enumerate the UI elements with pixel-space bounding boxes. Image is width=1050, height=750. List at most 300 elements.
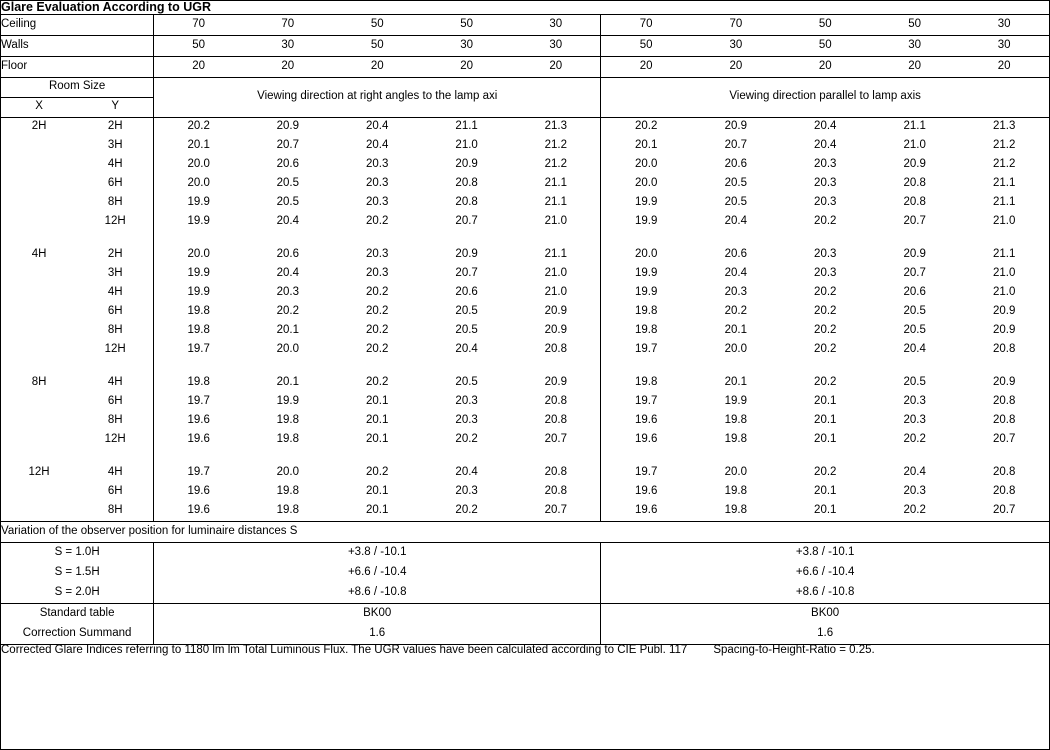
- ugr-value: 20.6: [724, 158, 748, 171]
- floor-value-3: 20: [333, 56, 422, 77]
- ceiling-value-5: 30: [511, 14, 600, 35]
- table-row: [1, 117, 1049, 137]
- ugr-value: 20.2: [814, 324, 837, 337]
- ugr-value: 20.7: [724, 139, 748, 152]
- ugr-value: 20.2: [366, 286, 389, 299]
- floor-value-10: 20: [959, 56, 1049, 77]
- room-y-value: 4H: [107, 286, 123, 299]
- ugr-value: 20.4: [366, 120, 389, 133]
- ugr-value: 21.0: [544, 215, 567, 228]
- ugr-value: 20.9: [544, 376, 567, 389]
- ugr-value: 20.7: [992, 433, 1016, 446]
- ugr-value: 20.8: [903, 177, 926, 190]
- ugr-value: 20.1: [601, 137, 691, 156]
- ugr-value: 20.3: [814, 248, 837, 261]
- ugr-value: 20.6: [276, 158, 299, 171]
- ugr-value: 20.8: [992, 466, 1016, 479]
- ugr-value: 19.8: [276, 433, 299, 446]
- ugr-value: 20.2: [903, 433, 926, 446]
- ugr-value: 21.1: [903, 120, 926, 133]
- ugr-value: 21.1: [544, 177, 567, 190]
- room-size-cell: [1, 303, 154, 322]
- ugr-value: 20.2: [814, 215, 837, 228]
- room-y-value: 4H: [107, 466, 123, 479]
- ugr-value: 20.3: [814, 158, 837, 171]
- floor-value-2: 20: [243, 56, 332, 77]
- ugr-value: 20.5: [903, 324, 926, 337]
- group-spacer: [1, 360, 1049, 374]
- ugr-value: 20.1: [814, 414, 837, 427]
- variation-row: [1, 542, 1049, 563]
- group-spacer: [1, 232, 1049, 246]
- room-size-header-row: [1, 77, 1049, 97]
- room-y-value: 12H: [104, 433, 126, 446]
- ugr-value: 20.0: [276, 466, 299, 479]
- ugr-value: 20.8: [992, 414, 1016, 427]
- ugr-value: 20.6: [903, 286, 926, 299]
- ugr-value: 20.5: [724, 196, 748, 209]
- standard-table-value-left: BK00: [363, 606, 392, 619]
- walls-value-4: 30: [422, 35, 511, 56]
- ugr-value: 20.4: [455, 343, 478, 356]
- ugr-value: 20.8: [544, 485, 567, 498]
- ugr-value: 21.0: [992, 215, 1016, 228]
- page-title: Glare Evaluation According to UGR: [1, 1, 1049, 14]
- ugr-value: 20.2: [366, 376, 389, 389]
- ugr-value: 19.6: [154, 502, 243, 522]
- ugr-value: 19.7: [187, 395, 210, 408]
- room-x-value: 12H: [28, 466, 50, 479]
- ugr-value: 19.8: [724, 485, 748, 498]
- ugr-value: 21.2: [992, 139, 1016, 152]
- ugr-value: 20.7: [903, 267, 926, 280]
- ugr-value: 20.2: [422, 502, 511, 522]
- ugr-value: 20.3: [455, 414, 478, 427]
- table-row: [1, 322, 1049, 341]
- room-y-value: 8H: [107, 414, 123, 427]
- table-row: [1, 137, 1049, 156]
- spacing-value-left-1-5h: +6.6 / -10.4: [347, 565, 407, 578]
- ugr-value: 19.9: [187, 196, 210, 209]
- walls-value-5: 30: [511, 35, 600, 56]
- ugr-value: 20.0: [276, 343, 299, 356]
- ugr-value: 20.5: [276, 196, 299, 209]
- ugr-value: 20.0: [724, 466, 748, 479]
- ugr-value: 20.3: [724, 286, 748, 299]
- ugr-value: 20.2: [366, 466, 389, 479]
- ugr-value: 21.0: [992, 267, 1016, 280]
- ugr-value: 20.1: [276, 324, 299, 337]
- ugr-value: 21.2: [992, 158, 1016, 171]
- ugr-value: 20.3: [366, 248, 389, 261]
- ugr-value: 20.1: [366, 414, 389, 427]
- ugr-value: 19.8: [601, 374, 691, 393]
- ugr-value: 20.0: [187, 177, 210, 190]
- ugr-value: 20.3: [903, 485, 926, 498]
- ugr-value: 20.8: [544, 414, 567, 427]
- ugr-value: 20.2: [814, 376, 837, 389]
- ugr-value: 20.2: [814, 305, 837, 318]
- ugr-value: 19.6: [601, 431, 691, 450]
- ugr-value: 20.5: [276, 177, 299, 190]
- ugr-value: 19.8: [243, 502, 332, 522]
- ugr-value: 20.0: [601, 246, 691, 265]
- room-size-cell: [1, 502, 154, 522]
- ugr-value: 20.5: [455, 305, 478, 318]
- ugr-value: 21.1: [455, 120, 478, 133]
- table-row: [1, 175, 1049, 194]
- room-size-cell: [1, 213, 154, 232]
- ugr-value: 19.7: [601, 464, 691, 483]
- room-size-cell: [1, 322, 154, 341]
- ugr-value: 20.4: [724, 267, 748, 280]
- ugr-value: 20.0: [187, 158, 210, 171]
- ugr-value: 20.9: [992, 324, 1016, 337]
- ugr-value: 20.8: [992, 485, 1016, 498]
- title-row: [1, 1, 1049, 14]
- room-size-cell: [1, 265, 154, 284]
- ugr-value: 20.8: [455, 177, 478, 190]
- variation-header-row: [1, 521, 1049, 542]
- footer-text-spacing: Spacing-to-Height-Ratio = 0.25.: [713, 643, 875, 656]
- spacing-value-right-2-0h: +8.6 / -10.8: [601, 583, 1049, 604]
- ugr-value: 20.6: [455, 286, 478, 299]
- ugr-value: 21.1: [992, 177, 1016, 190]
- floor-value-1: 20: [154, 56, 243, 77]
- spacing-value-right-1-0h: +3.8 / -10.1: [601, 542, 1049, 563]
- ugr-value: 20.3: [903, 395, 926, 408]
- ugr-value: 20.9: [992, 305, 1016, 318]
- ugr-value: 21.1: [544, 196, 567, 209]
- room-y-value: 6H: [107, 305, 123, 318]
- ugr-value: 20.2: [724, 305, 748, 318]
- ugr-value: 20.3: [366, 158, 389, 171]
- room-y-value: 8H: [107, 196, 123, 209]
- room-size-x-label: X: [35, 100, 43, 113]
- variation-row: [1, 583, 1049, 604]
- ugr-value: 21.0: [544, 267, 567, 280]
- ugr-table: [1, 1, 1049, 656]
- ceiling-value-2: 70: [243, 14, 332, 35]
- ugr-value: 20.4: [276, 267, 299, 280]
- ugr-value: 20.7: [455, 215, 478, 228]
- ugr-value: 20.2: [814, 286, 837, 299]
- ugr-value: 20.4: [724, 215, 748, 228]
- ugr-value: 19.6: [187, 414, 210, 427]
- table-row: [1, 265, 1049, 284]
- room-y-value: 4H: [107, 158, 123, 171]
- ugr-value: 20.9: [544, 324, 567, 337]
- table-row: [1, 213, 1049, 232]
- room-y-value: 3H: [107, 267, 123, 280]
- ugr-value: 20.8: [455, 196, 478, 209]
- ceiling-value-1: 70: [154, 14, 243, 35]
- ugr-value: 20.7: [544, 433, 567, 446]
- floor-value-4: 20: [422, 56, 511, 77]
- walls-value-7: 30: [691, 35, 780, 56]
- ugr-value: 20.2: [366, 343, 389, 356]
- walls-value-3: 50: [333, 35, 422, 56]
- ugr-value: 19.8: [187, 376, 210, 389]
- ugr-value: 20.1: [187, 139, 210, 152]
- table-row: [1, 483, 1049, 502]
- ugr-value: 19.6: [187, 433, 210, 446]
- ugr-value: 20.0: [601, 156, 691, 175]
- spacing-value-left-2-0h: +8.6 / -10.8: [154, 583, 601, 604]
- ugr-value: 19.7: [187, 466, 210, 479]
- ugr-value: 20.0: [187, 248, 210, 261]
- ugr-value: 20.8: [903, 196, 926, 209]
- ugr-value: 20.9: [903, 248, 926, 261]
- ugr-value: 21.1: [544, 248, 567, 261]
- table-row: [1, 246, 1049, 265]
- ugr-value: 19.8: [724, 433, 748, 446]
- ugr-value: 19.9: [724, 395, 748, 408]
- room-size-cell: [1, 175, 154, 194]
- ugr-value: 20.8: [544, 395, 567, 408]
- ugr-value: 19.9: [276, 395, 299, 408]
- ugr-value: 19.8: [724, 414, 748, 427]
- ugr-value: 20.7: [276, 139, 299, 152]
- room-size-cell: [1, 374, 154, 393]
- ugr-value: 20.0: [724, 343, 748, 356]
- correction-summand-value-right: 1.6: [601, 624, 1049, 645]
- room-size-cell: [1, 412, 154, 431]
- ceiling-value-7: 70: [691, 14, 780, 35]
- room-size-axes: [1, 97, 154, 117]
- floor-value-8: 20: [781, 56, 870, 77]
- spacing-value-left-1-0h: +3.8 / -10.1: [347, 545, 407, 558]
- standard-table-label: Standard table: [1, 603, 154, 624]
- ugr-value: 21.2: [544, 158, 567, 171]
- ugr-value: 20.1: [814, 485, 837, 498]
- reflectance-label-walls: Walls: [1, 35, 154, 56]
- standard-table-row: [1, 603, 1049, 624]
- standard-table-value-right: BK00: [601, 603, 1049, 624]
- ugr-value: 19.7: [187, 343, 210, 356]
- viewing-direction-right-angles: Viewing direction at right angles to the lamp axi: [154, 77, 601, 117]
- variation-label: Variation of the observer position for luminaire distances S: [1, 521, 1049, 542]
- table-row: [1, 502, 1049, 522]
- floor-value-7: 20: [691, 56, 780, 77]
- ugr-value: 20.4: [366, 139, 389, 152]
- ugr-value: 20.4: [903, 343, 926, 356]
- ugr-value: 21.3: [992, 120, 1016, 133]
- ugr-value: 20.9: [276, 120, 299, 133]
- ugr-value: 20.1: [366, 433, 389, 446]
- correction-summand-value-left: 1.6: [154, 624, 601, 645]
- table-row: [1, 156, 1049, 175]
- ugr-value: 19.8: [276, 414, 299, 427]
- reflectance-row-walls: [1, 35, 1049, 56]
- table-row: [1, 374, 1049, 393]
- ugr-value: 21.3: [544, 120, 567, 133]
- ugr-value: 20.7: [455, 267, 478, 280]
- ugr-value: 19.8: [691, 502, 780, 522]
- ugr-value: 19.9: [601, 265, 691, 284]
- ugr-value: 21.1: [992, 196, 1016, 209]
- ugr-value: 19.6: [601, 502, 691, 522]
- ugr-value: 20.3: [455, 395, 478, 408]
- ugr-value: 20.5: [724, 177, 748, 190]
- ugr-value: 19.8: [601, 322, 691, 341]
- ugr-value: 20.9: [455, 248, 478, 261]
- walls-value-6: 50: [601, 35, 691, 56]
- group-spacer: [1, 450, 1049, 464]
- reflectance-label-ceiling: Ceiling: [1, 14, 154, 35]
- spacing-value-right-1-5h: +6.6 / -10.4: [601, 563, 1049, 583]
- ugr-value: 20.7: [511, 502, 600, 522]
- ugr-value: 20.3: [903, 414, 926, 427]
- ugr-value: 20.1: [724, 376, 748, 389]
- ugr-value: 20.2: [814, 343, 837, 356]
- ceiling-value-8: 50: [781, 14, 870, 35]
- ugr-value: 19.9: [601, 194, 691, 213]
- ugr-value: 19.9: [187, 286, 210, 299]
- room-size-cell: [1, 246, 154, 265]
- ugr-value: 20.3: [814, 267, 837, 280]
- ugr-value: 20.2: [366, 324, 389, 337]
- ugr-value: 19.8: [276, 485, 299, 498]
- table-row: [1, 464, 1049, 483]
- ugr-value: 20.5: [903, 376, 926, 389]
- ugr-value: 20.1: [814, 395, 837, 408]
- ceiling-value-9: 50: [870, 14, 959, 35]
- room-y-value: 8H: [107, 324, 123, 337]
- variation-row: [1, 563, 1049, 583]
- ugr-value: 20.5: [903, 305, 926, 318]
- viewing-direction-parallel: Viewing direction parallel to lamp axis: [601, 77, 1049, 117]
- ugr-value: 21.0: [544, 286, 567, 299]
- room-y-value: 6H: [107, 395, 123, 408]
- correction-summand-label: Correction Summand: [1, 624, 154, 645]
- ugr-value: 20.1: [781, 502, 870, 522]
- ugr-value: 20.9: [724, 120, 748, 133]
- ugr-value: 20.3: [814, 177, 837, 190]
- ugr-value: 20.8: [992, 395, 1016, 408]
- ugr-value: 21.2: [544, 139, 567, 152]
- ugr-value: 19.8: [601, 303, 691, 322]
- ugr-value: 20.1: [276, 376, 299, 389]
- ugr-value: 20.7: [903, 215, 926, 228]
- walls-value-1: 50: [154, 35, 243, 56]
- floor-value-5: 20: [511, 56, 600, 77]
- ugr-value: 19.6: [187, 485, 210, 498]
- ugr-value: 19.9: [601, 284, 691, 303]
- room-size-cell: [1, 393, 154, 412]
- ugr-value: 20.2: [187, 120, 210, 133]
- ugr-value: 20.3: [276, 286, 299, 299]
- room-y-value: 12H: [104, 215, 126, 228]
- ugr-value: 20.2: [455, 433, 478, 446]
- ugr-value: 19.9: [601, 213, 691, 232]
- reflectance-row-ceiling: [1, 14, 1049, 35]
- ugr-value: 20.7: [959, 502, 1049, 522]
- ugr-value: 20.1: [366, 395, 389, 408]
- room-y-value: 6H: [107, 177, 123, 190]
- ugr-value: 20.3: [455, 485, 478, 498]
- room-y-value: 12H: [104, 343, 126, 356]
- room-y-value: 6H: [107, 485, 123, 498]
- ugr-value: 20.4: [814, 120, 837, 133]
- room-size-cell: [1, 156, 154, 175]
- room-y-value: 3H: [107, 139, 123, 152]
- room-size-cell: [1, 341, 154, 360]
- ugr-value: 19.8: [187, 305, 210, 318]
- ugr-value: 20.2: [366, 305, 389, 318]
- walls-value-2: 30: [243, 35, 332, 56]
- table-row: [1, 341, 1049, 360]
- room-x-value: 4H: [31, 248, 47, 261]
- ugr-value: 20.1: [724, 324, 748, 337]
- room-size-cell: [1, 483, 154, 502]
- ugr-value: 20.2: [814, 466, 837, 479]
- room-size-cell: [1, 431, 154, 450]
- table-row: [1, 412, 1049, 431]
- ugr-value: 20.1: [814, 433, 837, 446]
- ugr-value: 20.4: [814, 139, 837, 152]
- room-x-value: 2H: [31, 120, 47, 133]
- room-y-value: 8H: [107, 504, 123, 517]
- table-row: [1, 303, 1049, 322]
- footer-row: [1, 644, 1049, 656]
- ceiling-value-3: 50: [333, 14, 422, 35]
- ugr-value: 19.8: [187, 324, 210, 337]
- room-size-header: Room Size: [1, 77, 154, 97]
- ugr-value: 20.2: [366, 215, 389, 228]
- ugr-value: 20.4: [455, 466, 478, 479]
- ugr-value: 20.9: [544, 305, 567, 318]
- ugr-value: 20.4: [276, 215, 299, 228]
- ugr-value: 20.4: [903, 466, 926, 479]
- floor-value-6: 20: [601, 56, 691, 77]
- ugr-value: 20.8: [544, 466, 567, 479]
- ugr-value: 20.3: [814, 196, 837, 209]
- room-size-y-label: Y: [111, 100, 119, 113]
- ceiling-value-10: 30: [959, 14, 1049, 35]
- footer-text-main: Corrected Glare Indices referring to 1180 lm lm Total Luminous Flux. The UGR values have been calculated according to CIE Publ. 117: [1, 643, 688, 656]
- walls-value-10: 30: [959, 35, 1049, 56]
- ugr-value: 20.5: [455, 324, 478, 337]
- table-row: [1, 393, 1049, 412]
- room-size-cell: [1, 117, 154, 137]
- room-y-value: 2H: [107, 120, 123, 133]
- ugr-value: 19.7: [601, 341, 691, 360]
- ugr-value: 20.3: [366, 267, 389, 280]
- ceiling-value-6: 70: [601, 14, 691, 35]
- spacing-label-1-0h: S = 1.0H: [1, 542, 154, 563]
- ugr-value: 21.0: [455, 139, 478, 152]
- ugr-value: 21.0: [903, 139, 926, 152]
- room-size-cell: [1, 464, 154, 483]
- footer-note: [1, 644, 1049, 656]
- table-row: [1, 284, 1049, 303]
- room-x-value: 8H: [31, 376, 47, 389]
- walls-value-8: 50: [781, 35, 870, 56]
- ugr-value: 20.9: [992, 376, 1016, 389]
- ugr-value: 20.1: [333, 502, 422, 522]
- ugr-value: 20.3: [366, 196, 389, 209]
- ceiling-value-4: 50: [422, 14, 511, 35]
- ugr-value: 19.9: [187, 267, 210, 280]
- ugr-value: 21.1: [992, 248, 1016, 261]
- spacing-label-1-5h: S = 1.5H: [1, 563, 154, 583]
- correction-summand-row: [1, 624, 1049, 645]
- room-size-cell: [1, 284, 154, 303]
- room-size-cell: [1, 194, 154, 213]
- ugr-value: 20.5: [455, 376, 478, 389]
- ugr-value: 19.6: [601, 483, 691, 502]
